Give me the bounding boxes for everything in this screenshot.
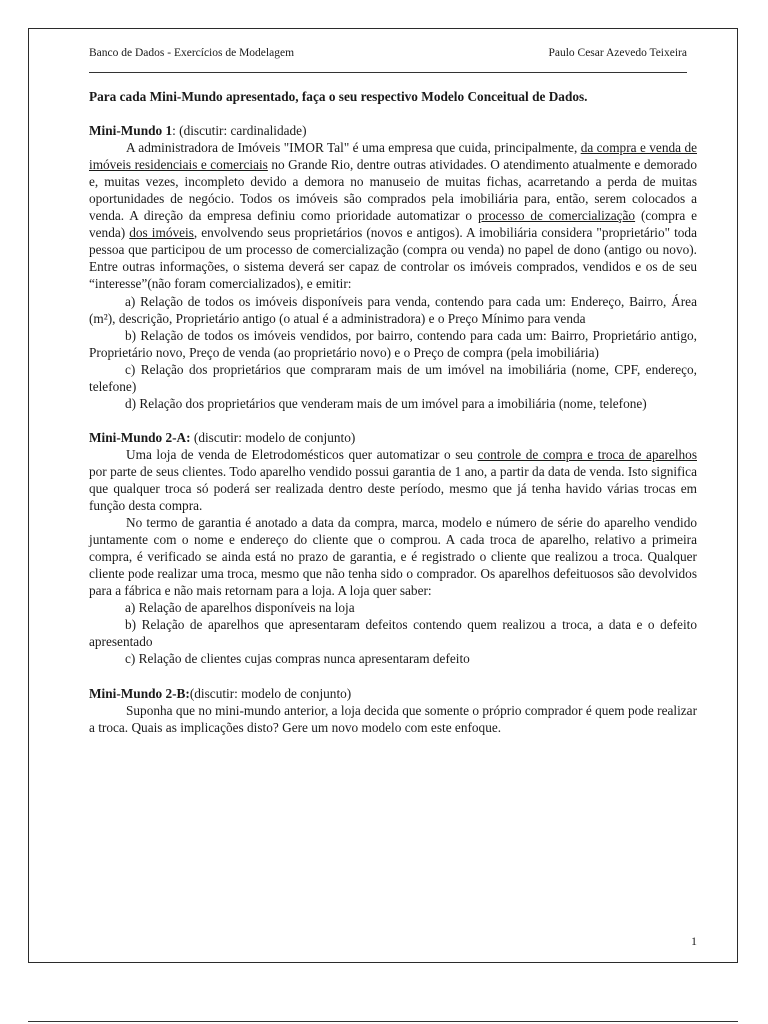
section-mini-mundo-2b bbox=[89, 685, 697, 736]
paragraph: No termo de garantia é anotado a data da compra, marca, modelo e número de série do aparelho vendido juntamente com o nome e endereço do cliente que o comprou. A cada troca de aparelho, relativo a primeira compra, é verificado se ainda está no prazo de garantia, e é registrado o cliente que realizou a troca. Qualquer cliente pode realizar uma troca, mesmo que não tenha sido o comprador. Os aparelhos defeituosos são devolvidos para a fábrica e não mais retornam para a loja. A loja quer saber: bbox=[89, 515, 697, 599]
list-item: c) Relação dos proprietários que compraram mais de um imóvel na imobiliária (nome, CPF, endereço, telefone) bbox=[89, 361, 697, 394]
header-course-title: Banco de Dados - Exercícios de Modelagem bbox=[89, 47, 295, 59]
section-title-line bbox=[89, 122, 697, 139]
underlined-text: da compra e venda de imóveis residenciais e comerciais bbox=[89, 140, 697, 173]
text-run: A administradora de Imóveis "IMOR Tal" é uma empresa que cuida, principalmente, bbox=[126, 140, 581, 156]
section-note: : (discutir: cardinalidade) bbox=[172, 123, 307, 139]
page-header bbox=[61, 42, 707, 64]
list-item: c) Relação de clientes cujas compras nunca apresentaram defeito bbox=[125, 651, 470, 667]
paragraph bbox=[89, 139, 697, 292]
text-run: no Grande Rio, dentre outras atividades. O atendimento atualmente e demorado e, muitas vezes, incompleto devido a demora no manuseio de muitas fichas, acarretando a perda de muitas oportunidades de negócio. Todos os imóveis são comprados pela imobiliária para, então, serem colocados a venda. A direção da empresa definiu como prioridade automatizar o bbox=[89, 157, 697, 224]
section-mini-mundo-1 bbox=[89, 122, 697, 412]
document-body bbox=[89, 88, 697, 753]
section-title: Mini-Mundo 2-B: bbox=[89, 685, 190, 701]
list-item: a) Relação de aparelhos disponíveis na loja bbox=[125, 600, 355, 616]
list-item: b) Relação de todos os imóveis vendidos, por bairro, contendo para cada um: Bairro, Proprietário antigo, Proprietário novo, Preço de venda (ao proprietário novo) e o Preço de compra (pela imobiliária) bbox=[89, 327, 697, 360]
section-note: (discutir: modelo de conjunto) bbox=[190, 429, 356, 445]
header-divider bbox=[89, 72, 687, 73]
list-item: d) Relação dos proprietários que venderam mais de um imóvel para a imobiliária (nome, telefone) bbox=[125, 395, 647, 411]
paragraph: Suponha que no mini-mundo anterior, a loja decida que somente o próprio comprador é quem pode realizar a troca. Quais as implicações disto? Gere um novo modelo com este enfoque. bbox=[89, 702, 697, 735]
text-run: por parte de seus clientes. Todo aparelho vendido possui garantia de 1 ano, a partir da data de venda. Isto significa que qualquer troca só poderá ser realizada dentro deste período, mesmo que já tenha havido várias trocas em função desta compra. bbox=[89, 463, 697, 514]
instruction-heading: Para cada Mini-Mundo apresentado, faça o seu respectivo Modelo Conceitual de Dados. bbox=[89, 89, 588, 104]
text-run: , envolvendo seus proprietários (novos e antigos). A imobiliária considera "proprietário" toda pessoa que participou de um processo de comercialização (compra ou venda) no papel de dono (antigo ou novo). Entre outras informações, o sistema deverá ser capaz de controlar os imóveis comprados, vendidos e os de seu “interesse”(não foram comercializados), e emitir: bbox=[89, 225, 697, 292]
section-title-line bbox=[89, 685, 697, 702]
list-item: b) Relação de aparelhos que apresentaram defeitos contendo quem realizou a troca, a data e o defeito apresentado bbox=[89, 617, 697, 650]
underlined-text: controle de compra e troca de aparelhos bbox=[477, 446, 697, 462]
section-title: Mini-Mundo 2-A: bbox=[89, 429, 191, 445]
section-mini-mundo-2a bbox=[89, 429, 697, 668]
text-run: (compra e venda) bbox=[89, 208, 697, 241]
underlined-text: dos imóveis bbox=[129, 225, 194, 241]
next-page-edge bbox=[28, 1021, 738, 1022]
list-item: a) Relação de todos os imóveis disponíveis para venda, contendo para cada um: Endereço, Bairro, Área (m²), descrição, Proprietário antigo (o atual é a administradora) e o Preço Mínimo para venda bbox=[89, 293, 697, 326]
section-note: (discutir: modelo de conjunto) bbox=[189, 685, 352, 701]
header-author: Paulo Cesar Azevedo Teixeira bbox=[548, 47, 687, 59]
text-run: Uma loja de venda de Eletrodomésticos quer automatizar o seu bbox=[126, 446, 478, 462]
paragraph bbox=[89, 446, 697, 514]
section-title-line bbox=[89, 429, 697, 446]
section-title: Mini-Mundo 1 bbox=[89, 123, 173, 139]
underlined-text: processo de comercialização bbox=[477, 208, 636, 224]
page-number: 1 bbox=[691, 934, 697, 948]
